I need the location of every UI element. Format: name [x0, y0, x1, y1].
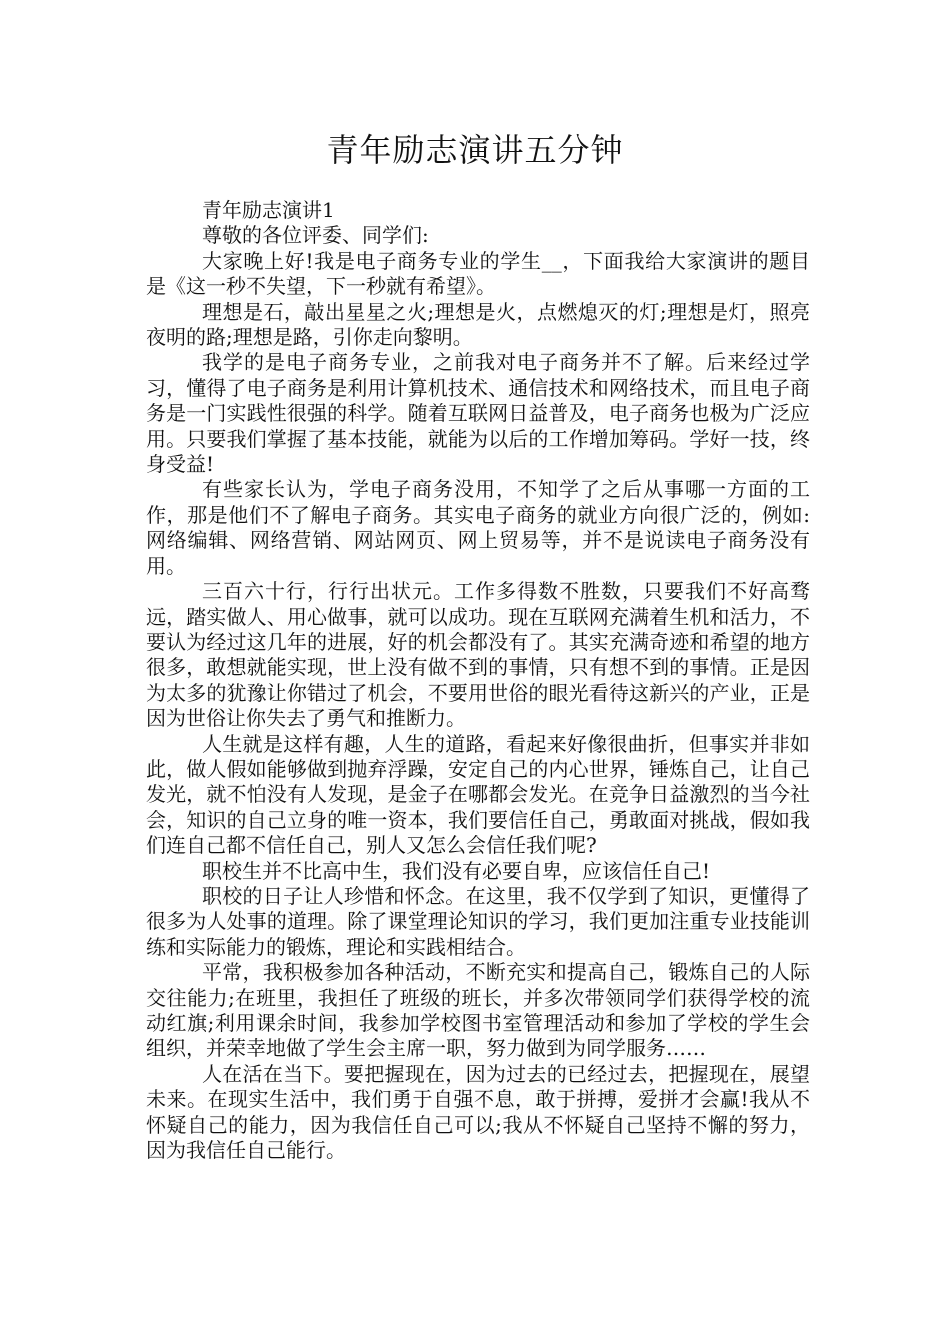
paragraph: 人在活在当下。要把握现在，因为过去的已经过去，把握现在，展望未来。在现实生活中，我们勇于自强不息，敢于拼搏，爱拼才会赢!我从不怀疑自己的能力，因为我信任自己可以;我从不怀疑自己坚持不懈的努力，因为我信任自己能行。	[146, 1061, 810, 1163]
paragraph: 大家晚上好!我是电子商务专业的学生__，下面我给大家演讲的题目是《这一秒不失望，下一秒就有希望》。	[146, 248, 810, 299]
paragraph: 职校的日子让人珍惜和怀念。在这里，我不仅学到了知识，更懂得了很多为人处事的道理。除了课堂理论知识的学习，我们更加注重专业技能训练和实际能力的锻炼，理论和实践相结合。	[146, 883, 810, 959]
paragraph-heading: 青年励志演讲1	[202, 198, 335, 222]
paragraph: 人生就是这样有趣，人生的道路，看起来好像很曲折，但事实并非如此，做人假如能够做到抛弃浮躁，安定自己的内心世界，锤炼自己，让自己发光，就不怕没有人发现，是金子在哪都会发光。在竞争日益激烈的当今社会，知识的自己立身的唯一资本，我们要信任自己，勇敢面对挑战，假如我们连自己都不信任自己，别人又怎么会信任我们呢?	[146, 731, 810, 858]
paragraph: 职校生并不比高中生，我们没有必要自卑，应该信任自己!	[202, 858, 711, 883]
document-body	[146, 198, 810, 1163]
paragraph: 理想是石，敲出星星之火;理想是火，点燃熄灭的灯;理想是灯，照亮夜明的路;理想是路，引你走向黎明。	[146, 299, 810, 350]
paragraph: 我学的是电子商务专业，之前我对电子商务并不了解。后来经过学习，懂得了电子商务是利用计算机技术、通信技术和网络技术，而且电子商务是一门实践性很强的科学。随着互联网日益普及，电子商务也极为广泛应用。只要我们掌握了基本技能，就能为以后的工作增加筹码。学好一技，终身受益!	[146, 350, 810, 477]
document-title: 青年励志演讲五分钟	[326, 131, 624, 169]
paragraph: 平常，我积极参加各种活动，不断充实和提高自己，锻炼自己的人际交往能力;在班里，我担任了班级的班长，并多次带领同学们获得学校的流动红旗;利用课余时间，我参加学校图书室管理活动和参加了学校的学生会组织，并荣幸地做了学生会主席一职，努力做到为同学服务……	[146, 960, 810, 1061]
paragraph: 有些家长认为，学电子商务没用，不知学了之后从事哪一方面的工作，那是他们不了解电子商务。其实电子商务的就业方向很广泛的，例如:网络编辑、网络营销、网站网页、网上贸易等，并不是说读电子商务没有用。	[146, 477, 810, 578]
paragraph-salutation: 尊敬的各位评委、同学们:	[202, 223, 429, 248]
paragraph: 三百六十行，行行出状元。工作多得数不胜数，只要我们不好高骛远，踏实做人、用心做事，就可以成功。现在互联网充满着生机和活力，不要认为经过这几年的进展，好的机会都没有了。其实充满奇迹和希望的地方很多，敢想就能实现，世上没有做不到的事情，只有想不到的事情。正是因为太多的犹豫让你错过了机会，不要用世俗的眼光看待这新兴的产业，正是因为世俗让你失去了勇气和推断力。	[146, 579, 810, 731]
